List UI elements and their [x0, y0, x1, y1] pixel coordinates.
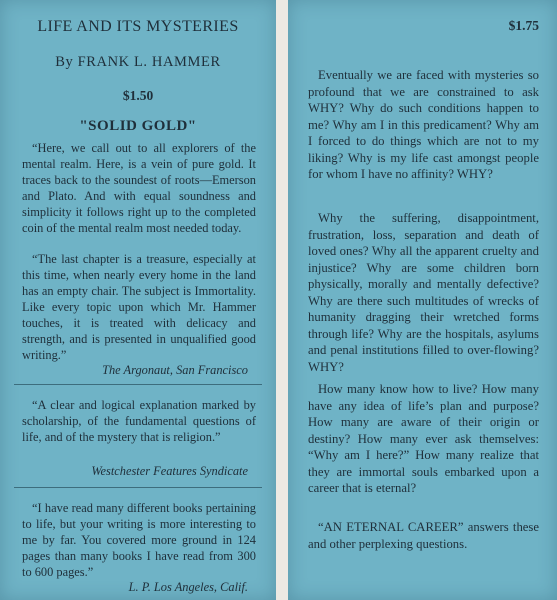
price-right: $1.75	[508, 18, 539, 33]
section-heading: "SOLID GOLD"	[79, 118, 197, 134]
divider	[14, 487, 262, 488]
author-byline: By FRANK L. HAMMER	[55, 54, 221, 70]
paragraph-4: “AN ETERNAL CAREER” answers these and other perplexing questions.	[308, 520, 539, 551]
review-quote-2: “A clear and logical explanation marked by scholarship, of the fundamental questions of life, and of the mystery that is religion.”	[22, 398, 256, 444]
paragraph-3: How many know how to live? How many have any idea of life’s plan and purpose? How many are aware of their origin or destiny? How many ever ask themselves: “Why am I here?” How many realize that they are immortal souls embarked upon a career that is eternal?	[308, 382, 539, 495]
review-quote-3: “I have read many different books pertaining to life, but your writing is more interesting to me by far. You covered more ground in 124 pages than many books I have read from 300 to 600 pages.”	[22, 501, 256, 579]
review-source-1: The Argonaut, San Francisco	[102, 363, 248, 377]
review-source-2: Westchester Features Syndicate	[91, 464, 248, 478]
paragraph-2: Why the suffering, disappointment, frustration, loss, separation and death of loved ones? Why all the apparent cruelty and injustice? Why are some children born physically, morally and mentally defective? Why are there such multitudes of wrecks of humanity dragging their wretched forms through life? Why are the hospitals, asylums and penal institutions filled to over-flowing? WHY?	[308, 211, 539, 374]
right-flyer-panel	[288, 0, 557, 600]
left-flyer-panel	[0, 0, 276, 600]
paragraph-1: Eventually we are faced with mysteries so profound that we are constrained to ask WHY? Why do such conditions happen to me? Why am I in this predicament? Why am I forced to do things which are not to my liking? Why is my life cast amongst people for whom I have no affinity? WHY?	[308, 68, 539, 181]
price-left: $1.50	[122, 88, 154, 103]
page-gap	[276, 0, 288, 600]
divider	[14, 384, 262, 385]
review-quote-1a: “Here, we call out to all explorers of the mental realm. Here, is a vein of pure gold. It traces back to the soundest of roots—Emerson and Plato. And with equal soundness and simplicity it follows right up to the completed coin of the mental realm most needed today.	[22, 141, 256, 235]
book-title: LIFE AND ITS MYSTERIES	[37, 18, 239, 35]
review-source-3: L. P. Los Angeles, Calif.	[128, 580, 248, 594]
review-quote-1b: “The last chapter is a treasure, especially at this time, when nearly every home in the land has an empty chair. The subject is Immortality. Like every topic upon which Mr. Hammer touches, it is treated with delicacy and strength, and is presented in unqualified good writing.”	[22, 252, 256, 362]
